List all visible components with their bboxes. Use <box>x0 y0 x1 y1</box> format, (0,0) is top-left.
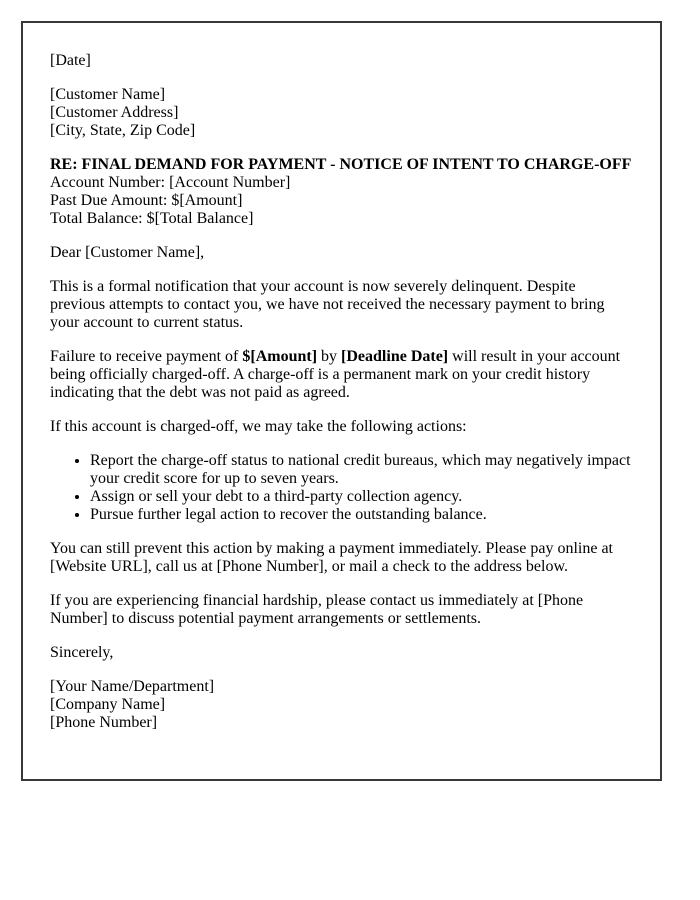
list-item-collection-agency: • Assign or sell your debt to a third-party collection agency. <box>90 488 634 506</box>
list-item-legal-action: • Pursue further legal action to recover the outstanding balance. <box>90 506 634 524</box>
account-number-line <box>50 174 634 192</box>
deadline-date-bold: [Deadline Date] <box>341 348 449 365</box>
prevent-paragraph: You can still prevent this action by making a payment immediately. Please pay online at [Website URL], call us at [Phone Number], or mail a check to the address below. <box>50 540 613 575</box>
notification-paragraph: This is a formal notification that your account is now severely delinquent. Despite previous attempts to contact you, we have not received the necessary payment to bring your account to current status. <box>50 278 605 331</box>
date-line: [Date] <box>50 52 91 69</box>
recipient-address-block <box>50 86 634 140</box>
total-balance-line <box>50 210 634 228</box>
failure-text-mid: by <box>317 348 342 365</box>
subject-account-block <box>50 156 634 228</box>
hardship-paragraph: If you are experiencing financial hardship, please contact us immediately at [Phone Number] to discuss potential payment arrangements or settlements. <box>50 592 584 627</box>
actions-intro-paragraph: If this account is charged-off, we may take the following actions: <box>50 418 467 435</box>
amount-bold: $[Amount] <box>242 348 318 365</box>
actions-list <box>50 452 634 524</box>
past-due-amount-label: Past Due Amount: <box>50 192 172 209</box>
failure-text-post: will result in your account being officially charged-off. A charge-off is a permanent mark on your credit history indicating that the debt was not paid as agreed. <box>50 348 621 401</box>
signature-name: [Your Name/Department] <box>50 678 215 695</box>
subject-line: RE: FINAL DEMAND FOR PAYMENT - NOTICE OF INTENT TO CHARGE-OFF <box>50 156 632 173</box>
letter-document <box>21 21 662 781</box>
total-balance-label: Total Balance: <box>50 210 147 227</box>
recipient-address: [Customer Address] <box>50 104 179 121</box>
signature-company: [Company Name] <box>50 696 166 713</box>
closing: Sincerely, <box>50 644 114 661</box>
failure-paragraph <box>50 348 634 402</box>
list-item-credit-bureaus: • Report the charge-off status to national credit bureaus, which may negatively impact your credit score for up to seven years. <box>90 452 634 488</box>
past-due-amount-line <box>50 192 634 210</box>
account-number-label: Account Number: <box>50 174 170 191</box>
signature-block <box>50 678 634 732</box>
failure-text-pre: Failure to receive payment of <box>50 348 243 365</box>
signature-phone: [Phone Number] <box>50 714 158 731</box>
past-due-amount-value: $[Amount] <box>171 192 243 209</box>
total-balance-value: $[Total Balance] <box>146 210 254 227</box>
recipient-name: [Customer Name] <box>50 86 166 103</box>
account-number-value: [Account Number] <box>169 174 291 191</box>
recipient-city-state-zip: [City, State, Zip Code] <box>50 122 196 139</box>
salutation: Dear [Customer Name], <box>50 244 205 261</box>
